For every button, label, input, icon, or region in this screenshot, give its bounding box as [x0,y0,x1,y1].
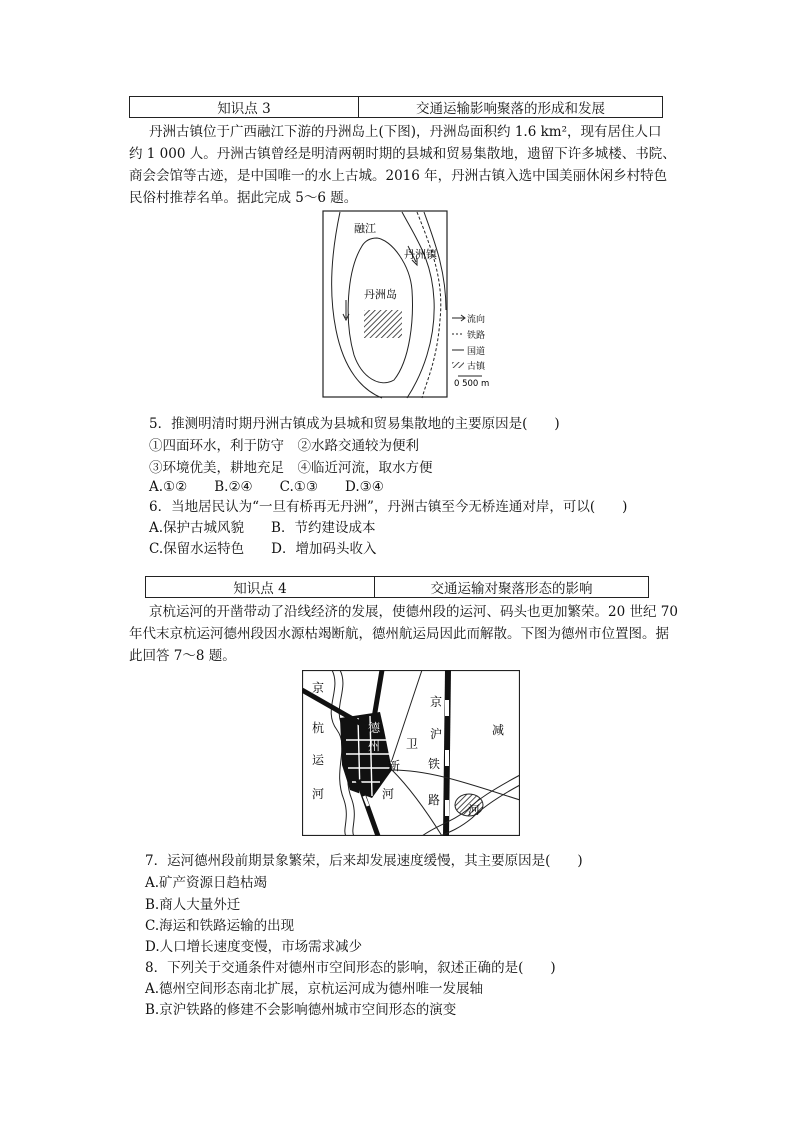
kp4-title: 交通运输对聚落形态的影响 [430,581,593,597]
canal-char-1: 京 [312,681,325,695]
legend-railway: 铁路 [467,331,486,341]
q6-choices-2: C.保留水运特色 D．增加码头收入 [149,541,377,557]
s3-intro-line-3: 商会会馆等古迹，是中国唯一的水上古城。2016 年，丹洲古镇入选中国美丽休闲乡村特色 [129,168,668,184]
q5-options-1: ①四面环水，利于防守 ②水路交通较为便利 [149,438,419,454]
q6-choices-1: A.保护古城风貌 B．节约建设成本 [149,520,376,536]
q8-option-b: B.京沪铁路的修建不会影响德州城市空间形态的演变 [145,1002,457,1018]
q8-option-a: A.德州空间形态南北扩展，京杭运河成为德州唯一发展轴 [145,981,484,997]
q7-option-c: C.海运和铁路运输的出现 [145,918,295,934]
s4-intro-line-1: 京杭运河的开凿带动了沿线经济的发展，使德州段的运河、码头也更加繁荣。20 世纪 70 [149,604,678,620]
s3-intro-line-1: 丹洲古镇位于广西融江下游的丹洲岛上(下图)，丹洲岛面积约 1.6 km²，现有居住人口 [149,124,662,140]
legend-town: 古镇 [467,362,486,372]
s4-intro-line-3: 此回答 7～8 题。 [129,648,236,664]
wei-char-1: 卫 [406,737,419,751]
legend-flow: 流向 [467,315,486,325]
q7-option-d: D.人口增长速度变慢，市场需求减少 [145,939,363,955]
canal-char-2: 杭 [312,721,325,735]
label-rongjiang: 融江 [354,222,376,235]
q7-stem: 7．运河德州段前期景象繁荣，后来却发展速度缓慢，其主要原因是( ) [145,853,583,869]
wei-char-3: 河 [382,787,395,801]
label-danzhou-town: 丹洲镇 [404,248,437,261]
q8-stem: 8．下列关于交通条件对德州市空间形态的影响，叙述正确的是( ) [145,960,556,976]
legend [452,313,489,389]
legend-scale: 0 500 m [454,379,490,389]
q5-options-2: ③环境优美，耕地充足 ④临近河流，取水方便 [149,460,433,476]
ancient-town-hatch [364,310,402,338]
s3-intro-line-4: 民俗村推荐名单。据此完成 5～6 题。 [129,190,358,206]
kp3-title: 交通运输影响聚落的形成和发展 [416,101,605,117]
knowledge-point-3-header [129,96,663,118]
city-char-2: 州 [368,739,381,753]
q7-option-a: A.矿产资源日趋枯竭 [145,875,268,891]
canal-char-3: 运 [312,753,325,767]
knowledge-point-4-header [145,576,649,598]
label-danzhou-island: 丹洲岛 [364,288,397,301]
s3-intro-line-2: 约 1 000 人。丹洲古镇曾经是明清两朝时期的县城和贸易集散地，遗留下许多城楼、书院、 [129,146,676,162]
city-char-1: 德 [368,721,381,735]
rail-char-3: 铁 [428,757,441,771]
jian-char-1: 减 [492,723,505,737]
wei-char-2: 新 [388,759,401,773]
q5-choices: A.①② B.②④ C.①③ D.③④ [149,479,384,495]
s4-intro-line-2: 年代末京杭运河德州段因水源枯竭断航，德州航运局因此而解散。下图为德州市位置图。据 [129,626,669,642]
rail-char-2: 沪 [430,727,443,741]
jinghu-railway [446,670,448,836]
q5-stem: 5．推测明清时期丹洲古镇成为县城和贸易集散地的主要原因是( ) [149,416,560,432]
canal-char-4: 河 [312,787,325,801]
jian-char-2: 河 [468,803,481,817]
legend-road: 国道 [467,347,486,357]
danzhou-map [322,210,507,400]
kp4-label: 知识点 4 [146,577,375,597]
rail-char-4: 路 [428,793,441,807]
kp3-label: 知识点 3 [130,97,359,117]
dezhou-map [302,670,520,836]
rail-char-1: 京 [430,695,443,709]
dezhou-map-frame [303,671,520,836]
q7-option-b: B.商人大量外迁 [145,897,241,913]
q6-stem: 6．当地居民认为“一旦有桥再无丹洲”，丹洲古镇至今无桥连通对岸，可以( ) [149,499,628,515]
